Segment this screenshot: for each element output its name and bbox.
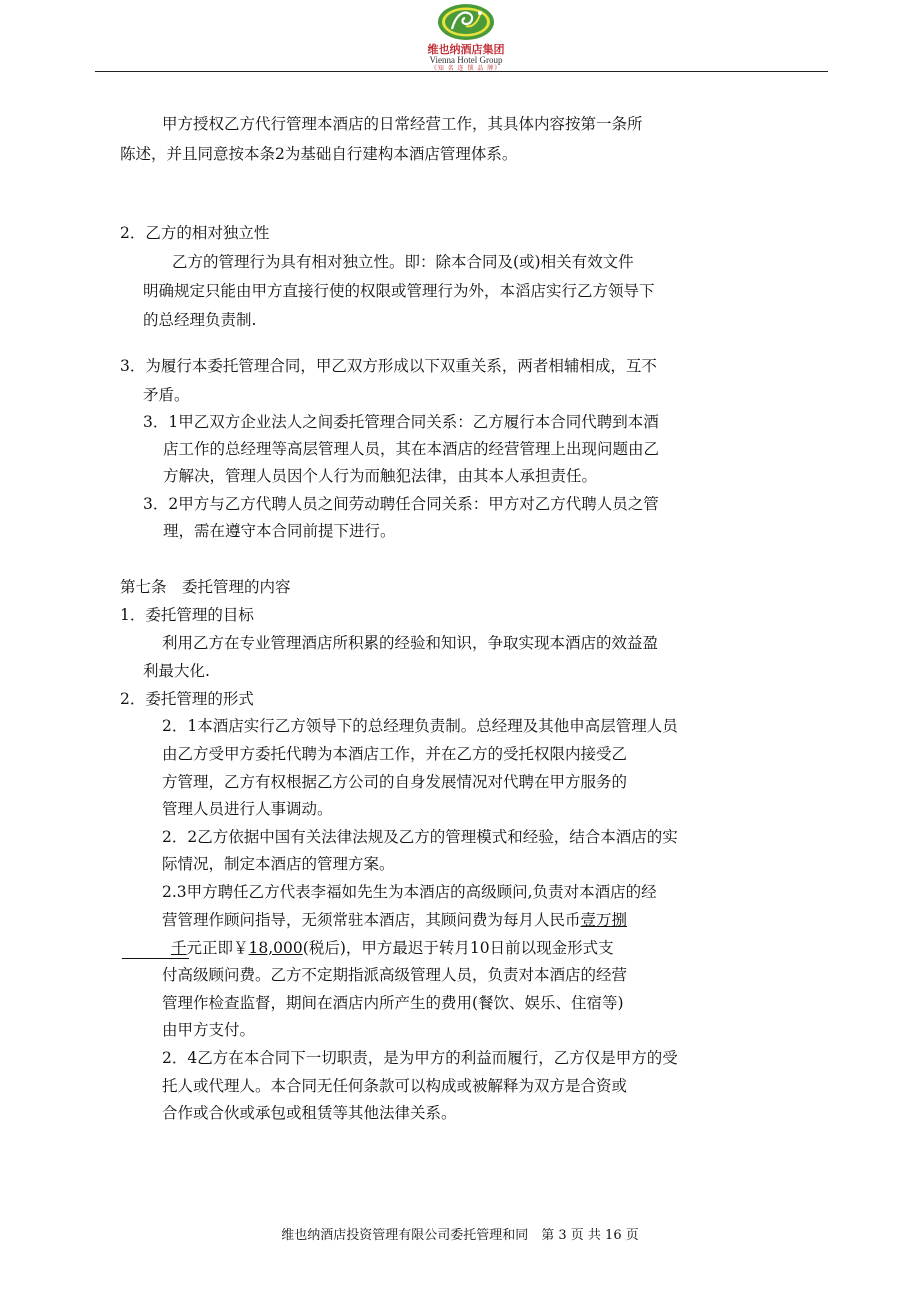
- vienna-logo-emblem-icon: [436, 2, 496, 42]
- section-heading: 2．乙方的相对独立性: [120, 224, 270, 242]
- paragraph-line: 2．2乙方依据中国有关法律法规及乙方的管理模式和经验，结合本酒店的实: [162, 828, 678, 846]
- paragraph-line: 2．1本酒店实行乙方领导下的总经理负责制。总经理及其他申高层管理人员: [162, 717, 678, 735]
- paragraph-line: 3．2甲方与乙方代聘人员之间劳动聘任合同关系：甲方对乙方代聘人员之管: [143, 495, 659, 513]
- paragraph-line: 陈述，并且同意按本条2为基础自行建构本酒店管理体系。: [120, 145, 518, 163]
- text-segment: 营管理作顾问指导，无须常驻本酒店，其顾问费为每月人民币: [162, 911, 581, 929]
- paragraph-line: 乙方的管理行为具有相对独立性。即：除本合同及(或)相关有效文件: [172, 253, 634, 271]
- fee-amount-words: 壹万捌: [580, 911, 628, 929]
- fee-amount-number: 18,000: [248, 939, 303, 957]
- logo-text-en: Vienna Hotel Group: [429, 55, 503, 65]
- paragraph-line: 明确规定只能由甲方直接行使的权限或管理行为外，本滔店实行乙方领导下: [143, 282, 655, 300]
- paragraph-line: 店工作的总经理等高层管理人员，其在本酒店的经营管理上出现问题由乙: [163, 440, 660, 458]
- text-segment: 元正即￥: [186, 939, 249, 957]
- paragraph-line: 3．1甲乙双方企业法人之间委托管理合同关系：乙方履行本合同代聘到本酒: [143, 413, 659, 431]
- paragraph-line: 由甲方支付。: [162, 1021, 256, 1039]
- header-divider: [95, 71, 828, 72]
- logo-subtitle: 《知 名 连 锁 品 牌》: [430, 65, 502, 72]
- text-segment: (税后)，甲方最迟于转月10日前以现金形式支: [302, 939, 614, 957]
- paragraph-line: [162, 909, 627, 931]
- page-footer: 维也纳酒店投资管理有限公司委托管理和同 第 3 页 共 16 页: [281, 1228, 639, 1243]
- paragraph-line: 管理人员进行人事调动。: [162, 800, 333, 818]
- paragraph-line: 方管理，乙方有权根据乙方公司的自身发展情况对代聘在甲方服务的: [162, 773, 628, 791]
- fee-amount-words-end: 千: [171, 939, 187, 957]
- paragraph-line: 利最大化.: [143, 662, 210, 680]
- paragraph-line: 付高级顾问费。乙方不定期指派高级管理人员，负责对本酒店的经营: [162, 966, 628, 984]
- paragraph-line: 理，需在遵守本合同前提下进行。: [163, 522, 396, 540]
- article-heading: 第七条 委托管理的内容: [120, 578, 291, 596]
- company-logo: [412, 2, 520, 74]
- paragraph-line: 甲方授权乙方代行管理本酒店的日常经营工作，其具体内容按第一条所: [162, 115, 643, 133]
- paragraph-line: 的总经理负责制.: [143, 311, 257, 329]
- paragraph-line: 利用乙方在专业管理酒店所积累的经验和知识，争取实现本酒店的效益盈: [162, 634, 659, 652]
- paragraph-line: 合作或合伙或承包或租赁等其他法律关系。: [162, 1104, 457, 1122]
- paragraph-line: 2．4乙方在本合同下一切职责，是为甲方的利益而履行，乙方仅是甲方的受: [162, 1049, 678, 1067]
- paragraph-line: 2.3甲方聘任乙方代表李福如先生为本酒店的高级顾问,负责对本酒店的经: [162, 883, 657, 901]
- paragraph-line: 方解决，管理人员因个人行为而触犯法律，由其本人承担责任。: [163, 467, 598, 485]
- section-heading: 1．委托管理的目标: [120, 606, 254, 624]
- paragraph-line: 管理作检查监督，期间在酒店内所产生的费用(餐饮、娱乐、住宿等): [162, 994, 624, 1012]
- paragraph-line: 际情况，制定本酒店的管理方案。: [162, 855, 395, 873]
- paragraph-line: 3．为履行本委托管理合同，甲乙双方形成以下双重关系，两者相辅相成，互不: [120, 357, 657, 375]
- section-heading: 2．委托管理的形式: [120, 690, 254, 708]
- paragraph-line: [171, 937, 614, 959]
- logo-text-cn: 维也纳酒店集团: [427, 43, 505, 56]
- paragraph-line: 矛盾。: [143, 386, 190, 404]
- paragraph-line: 由乙方受甲方委托代聘为本酒店工作，并在乙方的受托权限内接受乙: [162, 745, 628, 763]
- paragraph-line: 托人或代理人。本合同无任何条款可以构成或被解释为双方是合资或: [162, 1077, 628, 1095]
